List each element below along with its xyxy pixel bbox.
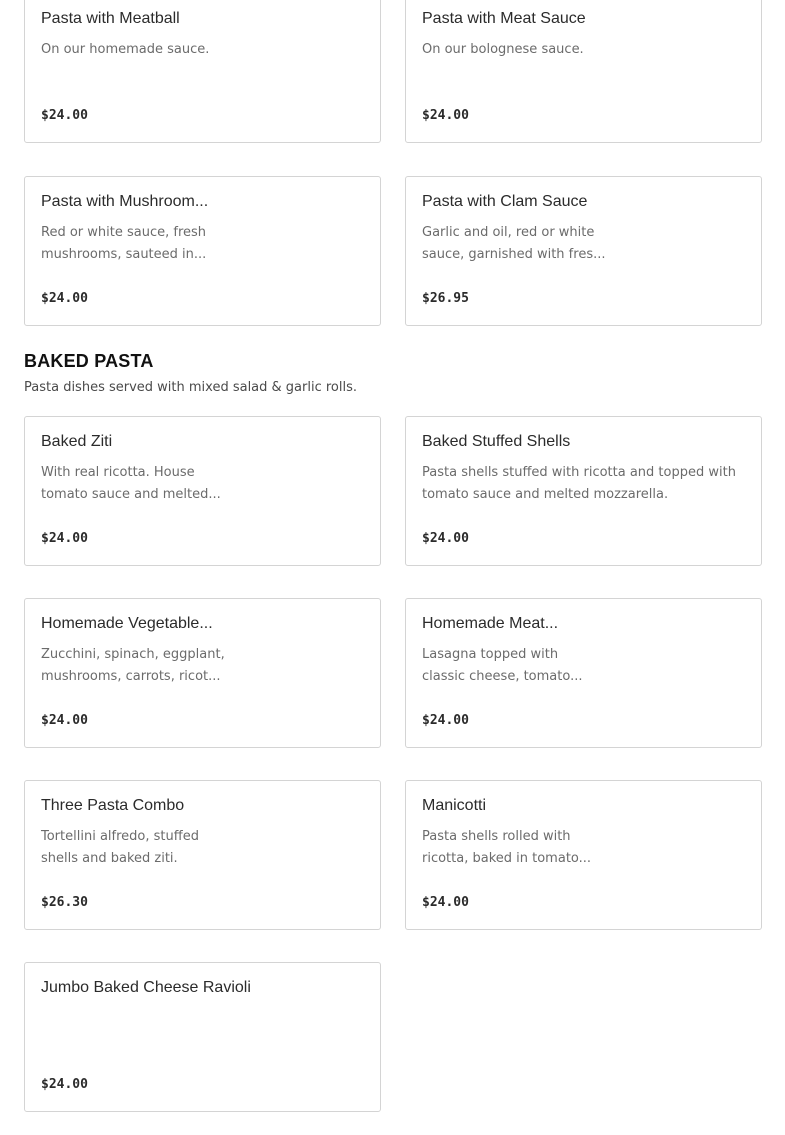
menu-item-price: $24.00 [41,713,88,728]
menu-item-description: Red or white sauce, fresh mushrooms, sauteed in... [41,225,207,262]
menu-item-card[interactable] [24,416,381,566]
menu-item-description: Pasta shells rolled with ricotta, baked in tomato... [422,829,592,866]
menu-item-name: Homemade Meat... [422,615,559,632]
menu-item-name: Jumbo Baked Cheese Ravioli [41,979,251,996]
menu-item-card[interactable] [24,962,381,1112]
menu-item-card[interactable] [24,0,381,143]
menu-item-card[interactable] [24,780,381,930]
menu-item-description: On our homemade sauce. [41,42,210,57]
menu-item-description: Lasagna topped with classic cheese, tomato... [422,647,583,684]
menu-item-description: With real ricotta. House tomato sauce and melted... [41,465,221,502]
menu-item-name: Pasta with Meatball [41,10,180,27]
menu-item-price: $24.00 [41,531,88,546]
menu-item-name: Pasta with Clam Sauce [422,193,588,210]
menu-item-price: $24.00 [422,713,469,728]
menu-item-name: Homemade Vegetable... [41,615,213,632]
menu-item-description: On our bolognese sauce. [422,42,584,57]
menu-item-name: Baked Ziti [41,433,113,450]
section-title: BAKED PASTA [24,351,154,371]
menu-item-name: Manicotti [422,797,487,814]
menu-item-description: Pasta shells stuffed with ricotta and topped with tomato sauce and melted mozzarella. [422,465,736,502]
menu-item-price: $24.00 [422,531,469,546]
menu-item-card[interactable] [405,176,762,326]
menu-item-name: Three Pasta Combo [41,797,185,814]
menu-item-card[interactable] [405,416,762,566]
menu-item-name: Pasta with Mushroom... [41,193,209,210]
menu-item-name: Baked Stuffed Shells [422,433,571,450]
menu-item-price: $24.00 [422,108,469,123]
menu-item-description: Garlic and oil, red or white sauce, garnished with fres... [422,225,606,262]
menu-item-price: $26.95 [422,291,469,306]
menu-item-name: Pasta with Meat Sauce [422,10,586,27]
menu-item-card[interactable] [405,598,762,748]
menu-item-card[interactable] [405,780,762,930]
menu-item-price: $24.00 [422,895,469,910]
menu-item-price: $24.00 [41,291,88,306]
menu-item-card[interactable] [24,598,381,748]
section-subtitle: Pasta dishes served with mixed salad & garlic rolls. [24,380,358,395]
menu-item-price: $24.00 [41,108,88,123]
menu-item-card[interactable] [24,176,381,326]
menu-item-price: $24.00 [41,1077,88,1092]
menu-item-card[interactable] [405,0,762,143]
menu-item-description: Zucchini, spinach, eggplant, mushrooms, carrots, ricot... [41,647,225,684]
menu-item-price: $26.30 [41,895,88,910]
menu-item-description: Tortellini alfredo, stuffed shells and baked ziti. [41,829,199,866]
